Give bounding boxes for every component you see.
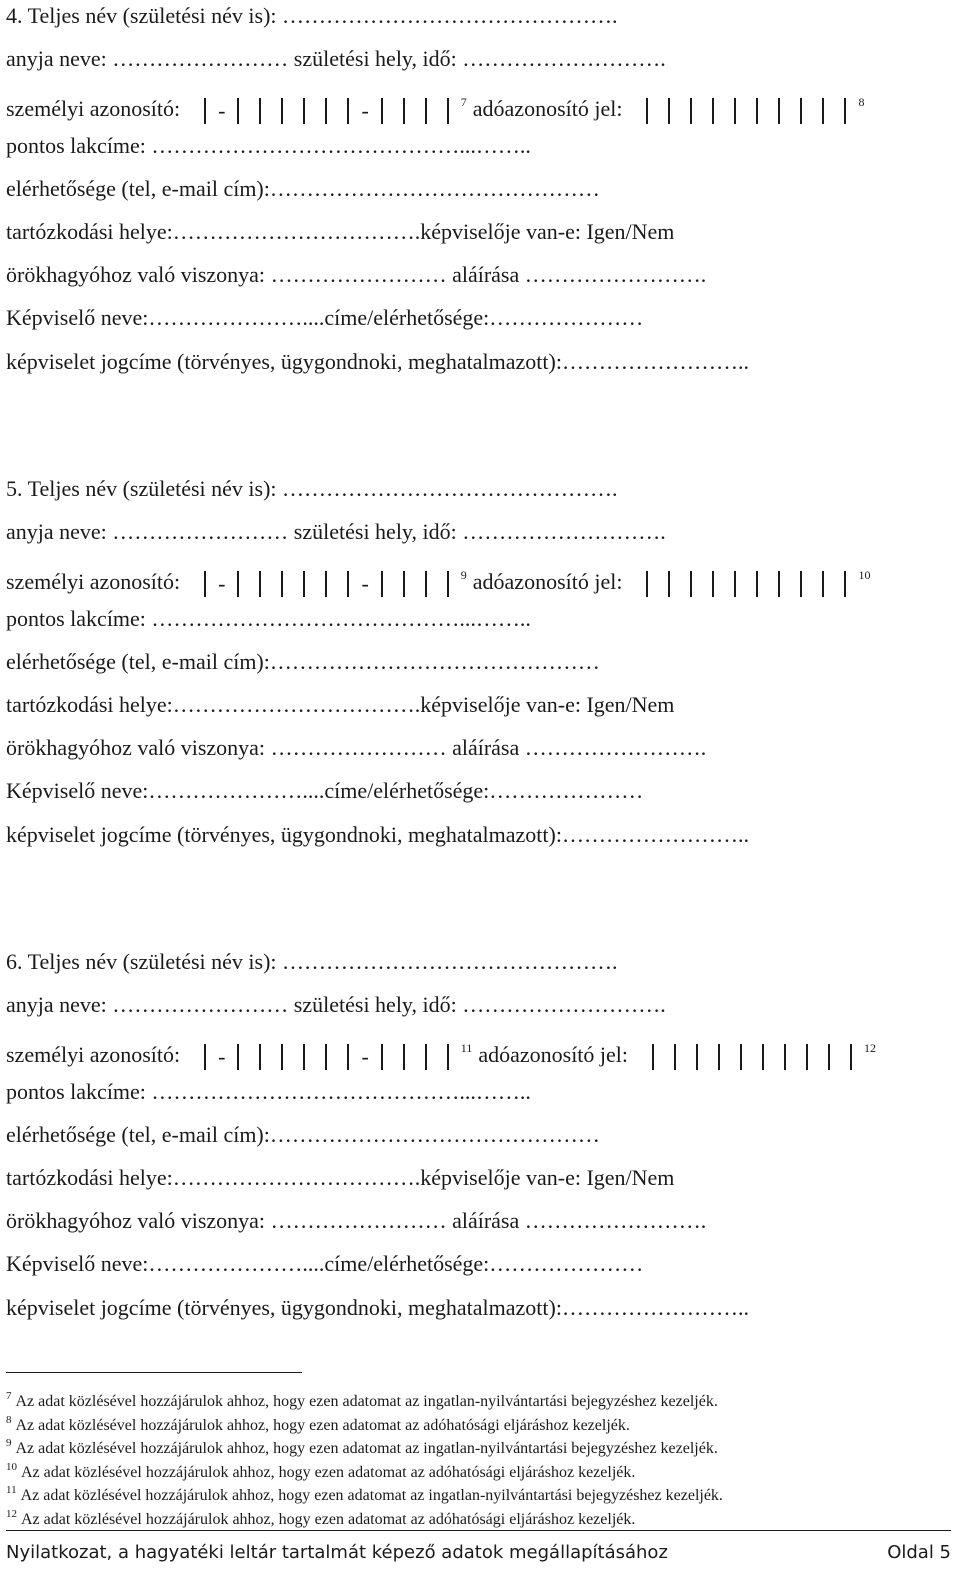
relation-line — [6, 734, 951, 762]
contact-field[interactable]: ……………………………………… — [269, 1122, 600, 1147]
representative-name-field[interactable]: ………………….... — [148, 305, 325, 330]
full-name-field[interactable]: ………………………………………. — [276, 3, 618, 28]
footnote-number: 10 — [6, 1460, 17, 1473]
digit-box-divider — [381, 98, 383, 124]
digit-box-divider — [259, 571, 261, 597]
representative-address-field[interactable]: ………………… — [489, 778, 644, 803]
digit-box-divider — [740, 1044, 742, 1070]
signature-label: aláírása — [452, 735, 520, 760]
mother-name-label: anyja neve: — [6, 519, 107, 544]
full-name-label: 6. Teljes név (születési név is): — [6, 949, 277, 974]
digit-box-divider — [425, 98, 427, 124]
representative-address-label: címe/elérhetősége: — [324, 778, 490, 803]
mother-name-field[interactable]: …………………… — [106, 519, 294, 544]
relation-label: örökhagyóhoz való viszonya: — [6, 735, 266, 760]
digit-box-divider — [347, 1044, 349, 1070]
personal-id-label: személyi azonosító: — [6, 1042, 181, 1067]
representative-name-field[interactable]: ………………….... — [148, 778, 325, 803]
digit-box-divider — [425, 571, 427, 597]
footnote-ref: 8 — [858, 95, 865, 109]
tax-id-boxes[interactable] — [636, 571, 856, 597]
id-line — [6, 1034, 951, 1071]
contact-label: elérhetősége (tel, e-mail cím): — [6, 1122, 270, 1147]
digit-box-divider — [646, 571, 648, 597]
footer-title: Nyilatkozat, a hagyatéki leltár tartalmát képező adatok megállapításához — [6, 1542, 668, 1563]
address-label: pontos lakcíme: — [6, 133, 146, 158]
digit-box-divider — [237, 98, 239, 124]
digit-box-divider — [844, 571, 846, 597]
footnote-text: Az adat közlésével hozzájárulok ahhoz, hogy ezen adatomat az ingatlan-nyilvántartási bejegyzéshez kezeljék. — [15, 1440, 718, 1457]
representative-address-label: címe/elérhetősége: — [324, 305, 490, 330]
digit-box-divider — [756, 571, 758, 597]
representation-basis-line — [6, 1294, 951, 1322]
digit-box-divider — [347, 98, 349, 124]
birth-label: születési hely, idő: — [293, 519, 457, 544]
footnote-separator — [6, 1372, 302, 1373]
residence-line — [6, 691, 951, 719]
residence-field[interactable]: ……………………………. — [172, 219, 421, 244]
digit-box-divider — [325, 571, 327, 597]
mother-birth-line — [6, 45, 951, 73]
digit-box-divider — [447, 571, 449, 597]
digit-box-divider — [381, 571, 383, 597]
residence-label: tartózkodási helye: — [6, 219, 173, 244]
contact-label: elérhetősége (tel, e-mail cím): — [6, 649, 270, 674]
digit-box-divider — [822, 98, 824, 124]
footnote-ref: 11 — [460, 1041, 473, 1055]
representative-line — [6, 777, 951, 805]
digit-box-divider — [325, 98, 327, 124]
representation-basis-field[interactable]: …………………….. — [561, 349, 749, 374]
digit-box-divider — [734, 571, 736, 597]
contact-line — [6, 175, 951, 203]
tax-id-label: adóazonosító jel: — [472, 96, 623, 121]
digit-box-divider — [806, 1044, 808, 1070]
personal-id-label: személyi azonosító: — [6, 96, 181, 121]
id-line — [6, 561, 951, 598]
mother-birth-line — [6, 991, 951, 1019]
digit-box-divider — [259, 1044, 261, 1070]
relation-label: örökhagyóhoz való viszonya: — [6, 1208, 266, 1233]
address-line — [6, 132, 951, 160]
signature-field[interactable]: ……………………. — [519, 735, 707, 760]
representation-basis-line — [6, 821, 951, 849]
full-name-line — [6, 2, 951, 30]
mother-birth-line — [6, 518, 951, 546]
address-line — [6, 1078, 951, 1106]
representative-line — [6, 1250, 951, 1278]
personal-id-boxes[interactable]: - - — [194, 97, 459, 125]
digit-box-divider — [850, 1044, 852, 1070]
signature-field[interactable]: ……………………. — [519, 262, 707, 287]
representative-name-label: Képviselő neve: — [6, 778, 149, 803]
representation-basis-label: képviselet jogcíme (törvényes, ügygondnoki, meghatalmazott): — [6, 1295, 562, 1320]
digit-box-divider — [674, 1044, 676, 1070]
contact-field[interactable]: ……………………………………… — [269, 176, 600, 201]
id-line — [6, 88, 951, 125]
signature-label: aláírása — [452, 1208, 520, 1233]
residence-line — [6, 218, 951, 246]
representative-name-field[interactable]: ………………….... — [148, 1251, 325, 1276]
footnote-ref: 10 — [858, 568, 871, 582]
digit-box-divider — [756, 98, 758, 124]
footnote-text: Az adat közlésével hozzájárulok ahhoz, hogy ezen adatomat az ingatlan-nyilvántartási bejegyzéshez kezeljék. — [20, 1487, 723, 1504]
footnote-number: 11 — [6, 1484, 17, 1496]
digit-box-divider — [762, 1044, 764, 1070]
signature-label: aláírása — [452, 262, 520, 287]
digit-box-divider — [828, 1044, 830, 1070]
digit-box-divider — [668, 98, 670, 124]
digit-box-divider — [403, 98, 405, 124]
digit-box-divider — [690, 98, 692, 124]
digit-box-divider — [281, 98, 283, 124]
representative-question: képviselője van-e: Igen/Nem — [420, 692, 675, 717]
footnote-number: 9 — [6, 1437, 12, 1449]
contact-field[interactable]: ……………………………………… — [269, 649, 600, 674]
tax-id-boxes[interactable] — [636, 98, 856, 124]
mother-name-label: anyja neve: — [6, 992, 107, 1017]
digit-box-divider — [403, 1044, 405, 1070]
digit-box-divider — [281, 1044, 283, 1070]
contact-line — [6, 648, 951, 676]
footnote-text: Az adat közlésével hozzájárulok ahhoz, hogy ezen adatomat az adóhatósági eljáráshoz kezeljék. — [15, 1416, 630, 1434]
footnote-ref: 9 — [460, 568, 467, 582]
digit-box-divider — [784, 1044, 786, 1070]
address-label: pontos lakcíme: — [6, 1079, 146, 1104]
birth-label: születési hely, idő: — [293, 46, 457, 71]
representative-name-label: Képviselő neve: — [6, 305, 149, 330]
address-line — [6, 605, 951, 633]
representative-question: képviselője van-e: Igen/Nem — [420, 1165, 675, 1190]
personal-id-label: személyi azonosító: — [6, 569, 181, 594]
relation-field[interactable]: …………………… — [265, 262, 453, 287]
digit-box-divider — [403, 571, 405, 597]
full-name-field[interactable]: ………………………………………. — [276, 949, 618, 974]
address-label: pontos lakcíme: — [6, 606, 146, 631]
digit-box-divider — [844, 98, 846, 124]
footnote-text: Az adat közlésével hozzájárulok ahhoz, hogy ezen adatomat az adóhatósági eljáráshoz kezeljék. — [21, 1510, 636, 1528]
full-name-line — [6, 948, 951, 976]
address-field[interactable]: ……………………………………...…….. — [145, 133, 531, 158]
mother-name-field[interactable]: …………………… — [106, 992, 294, 1017]
digit-box-divider — [447, 98, 449, 124]
footnote-number: 12 — [6, 1507, 17, 1520]
tax-id-label: adóazonosító jel: — [472, 569, 623, 594]
digit-box-divider — [652, 1044, 654, 1070]
footnote-number: 7 — [6, 1390, 12, 1402]
digit-box-divider — [303, 98, 305, 124]
relation-field[interactable]: …………………… — [265, 735, 453, 760]
digit-box-divider — [712, 571, 714, 597]
tax-id-boxes[interactable] — [642, 1044, 862, 1070]
digit-box-divider — [690, 571, 692, 597]
birth-field[interactable]: ………………………. — [456, 992, 666, 1017]
address-field[interactable]: ……………………………………...…….. — [145, 1079, 531, 1104]
digit-box-divider — [800, 98, 802, 124]
birth-label: születési hely, idő: — [293, 992, 457, 1017]
signature-field[interactable]: ……………………. — [519, 1208, 707, 1233]
page-number: Oldal 5 — [887, 1542, 951, 1563]
personal-id-boxes[interactable]: - - — [194, 570, 459, 598]
personal-id-boxes[interactable]: - - — [194, 1043, 459, 1071]
digit-box-divider — [381, 1044, 383, 1070]
digit-box-divider — [778, 571, 780, 597]
relation-line — [6, 261, 951, 289]
footnote-text: Az adat közlésével hozzájárulok ahhoz, hogy ezen adatomat az adóhatósági eljáráshoz kezeljék. — [21, 1463, 636, 1481]
mother-name-field[interactable]: …………………… — [106, 46, 294, 71]
digit-box-divider — [325, 1044, 327, 1070]
digit-box-divider — [800, 571, 802, 597]
contact-line — [6, 1121, 951, 1149]
digit-box-divider — [425, 1044, 427, 1070]
residence-line — [6, 1164, 951, 1192]
page-footer — [6, 1541, 951, 1565]
digit-box-divider — [668, 571, 670, 597]
full-name-line — [6, 475, 951, 503]
digit-box-divider — [303, 1044, 305, 1070]
mother-name-label: anyja neve: — [6, 46, 107, 71]
birth-field[interactable]: ………………………. — [456, 46, 666, 71]
residence-field[interactable]: ……………………………. — [172, 1165, 421, 1190]
footnote-text: Az adat közlésével hozzájárulok ahhoz, hogy ezen adatomat az ingatlan-nyilvántartási bejegyzéshez kezeljék. — [15, 1393, 718, 1410]
representative-question: képviselője van-e: Igen/Nem — [420, 219, 675, 244]
full-name-field[interactable]: ………………………………………. — [276, 476, 618, 501]
residence-field[interactable]: ……………………………. — [172, 692, 421, 717]
digit-box-divider — [204, 98, 206, 124]
representation-basis-line — [6, 348, 951, 376]
residence-label: tartózkodási helye: — [6, 1165, 173, 1190]
digit-box-divider — [237, 1044, 239, 1070]
representative-address-field[interactable]: ………………… — [489, 1251, 644, 1276]
relation-field[interactable]: …………………… — [265, 1208, 453, 1233]
relation-label: örökhagyóhoz való viszonya: — [6, 262, 266, 287]
birth-field[interactable]: ………………………. — [456, 519, 666, 544]
digit-box-divider — [237, 571, 239, 597]
footer-separator — [6, 1530, 951, 1531]
digit-box-divider — [447, 1044, 449, 1070]
representative-address-field[interactable]: ………………… — [489, 305, 644, 330]
digit-box-divider — [734, 98, 736, 124]
digit-box-divider — [281, 571, 283, 597]
representative-line — [6, 304, 951, 332]
representative-name-label: Képviselő neve: — [6, 1251, 149, 1276]
residence-label: tartózkodási helye: — [6, 692, 173, 717]
full-name-label: 5. Teljes név (születési név is): — [6, 476, 277, 501]
representation-basis-field[interactable]: …………………….. — [561, 1295, 749, 1320]
footnote — [6, 1503, 951, 1531]
digit-box-divider — [696, 1044, 698, 1070]
footnote-ref: 7 — [460, 95, 467, 109]
full-name-label: 4. Teljes név (születési név is): — [6, 3, 277, 28]
representative-address-label: címe/elérhetősége: — [324, 1251, 490, 1276]
digit-box-divider — [712, 98, 714, 124]
digit-box-divider — [778, 98, 780, 124]
representation-basis-label: képviselet jogcíme (törvényes, ügygondnoki, meghatalmazott): — [6, 349, 562, 374]
digit-box-divider — [259, 98, 261, 124]
footnote-ref: 12 — [864, 1041, 877, 1055]
relation-line — [6, 1207, 951, 1235]
representation-basis-label: képviselet jogcíme (törvényes, ügygondnoki, meghatalmazott): — [6, 822, 562, 847]
representation-basis-field[interactable]: …………………….. — [561, 822, 749, 847]
digit-box-divider — [718, 1044, 720, 1070]
digit-box-divider — [822, 571, 824, 597]
digit-box-divider — [347, 571, 349, 597]
address-field[interactable]: ……………………………………...…….. — [145, 606, 531, 631]
digit-box-divider — [204, 1044, 206, 1070]
digit-box-divider — [204, 571, 206, 597]
digit-box-divider — [646, 98, 648, 124]
contact-label: elérhetősége (tel, e-mail cím): — [6, 176, 270, 201]
tax-id-label: adóazonosító jel: — [478, 1042, 629, 1067]
footnote-number: 8 — [6, 1413, 12, 1426]
digit-box-divider — [303, 571, 305, 597]
